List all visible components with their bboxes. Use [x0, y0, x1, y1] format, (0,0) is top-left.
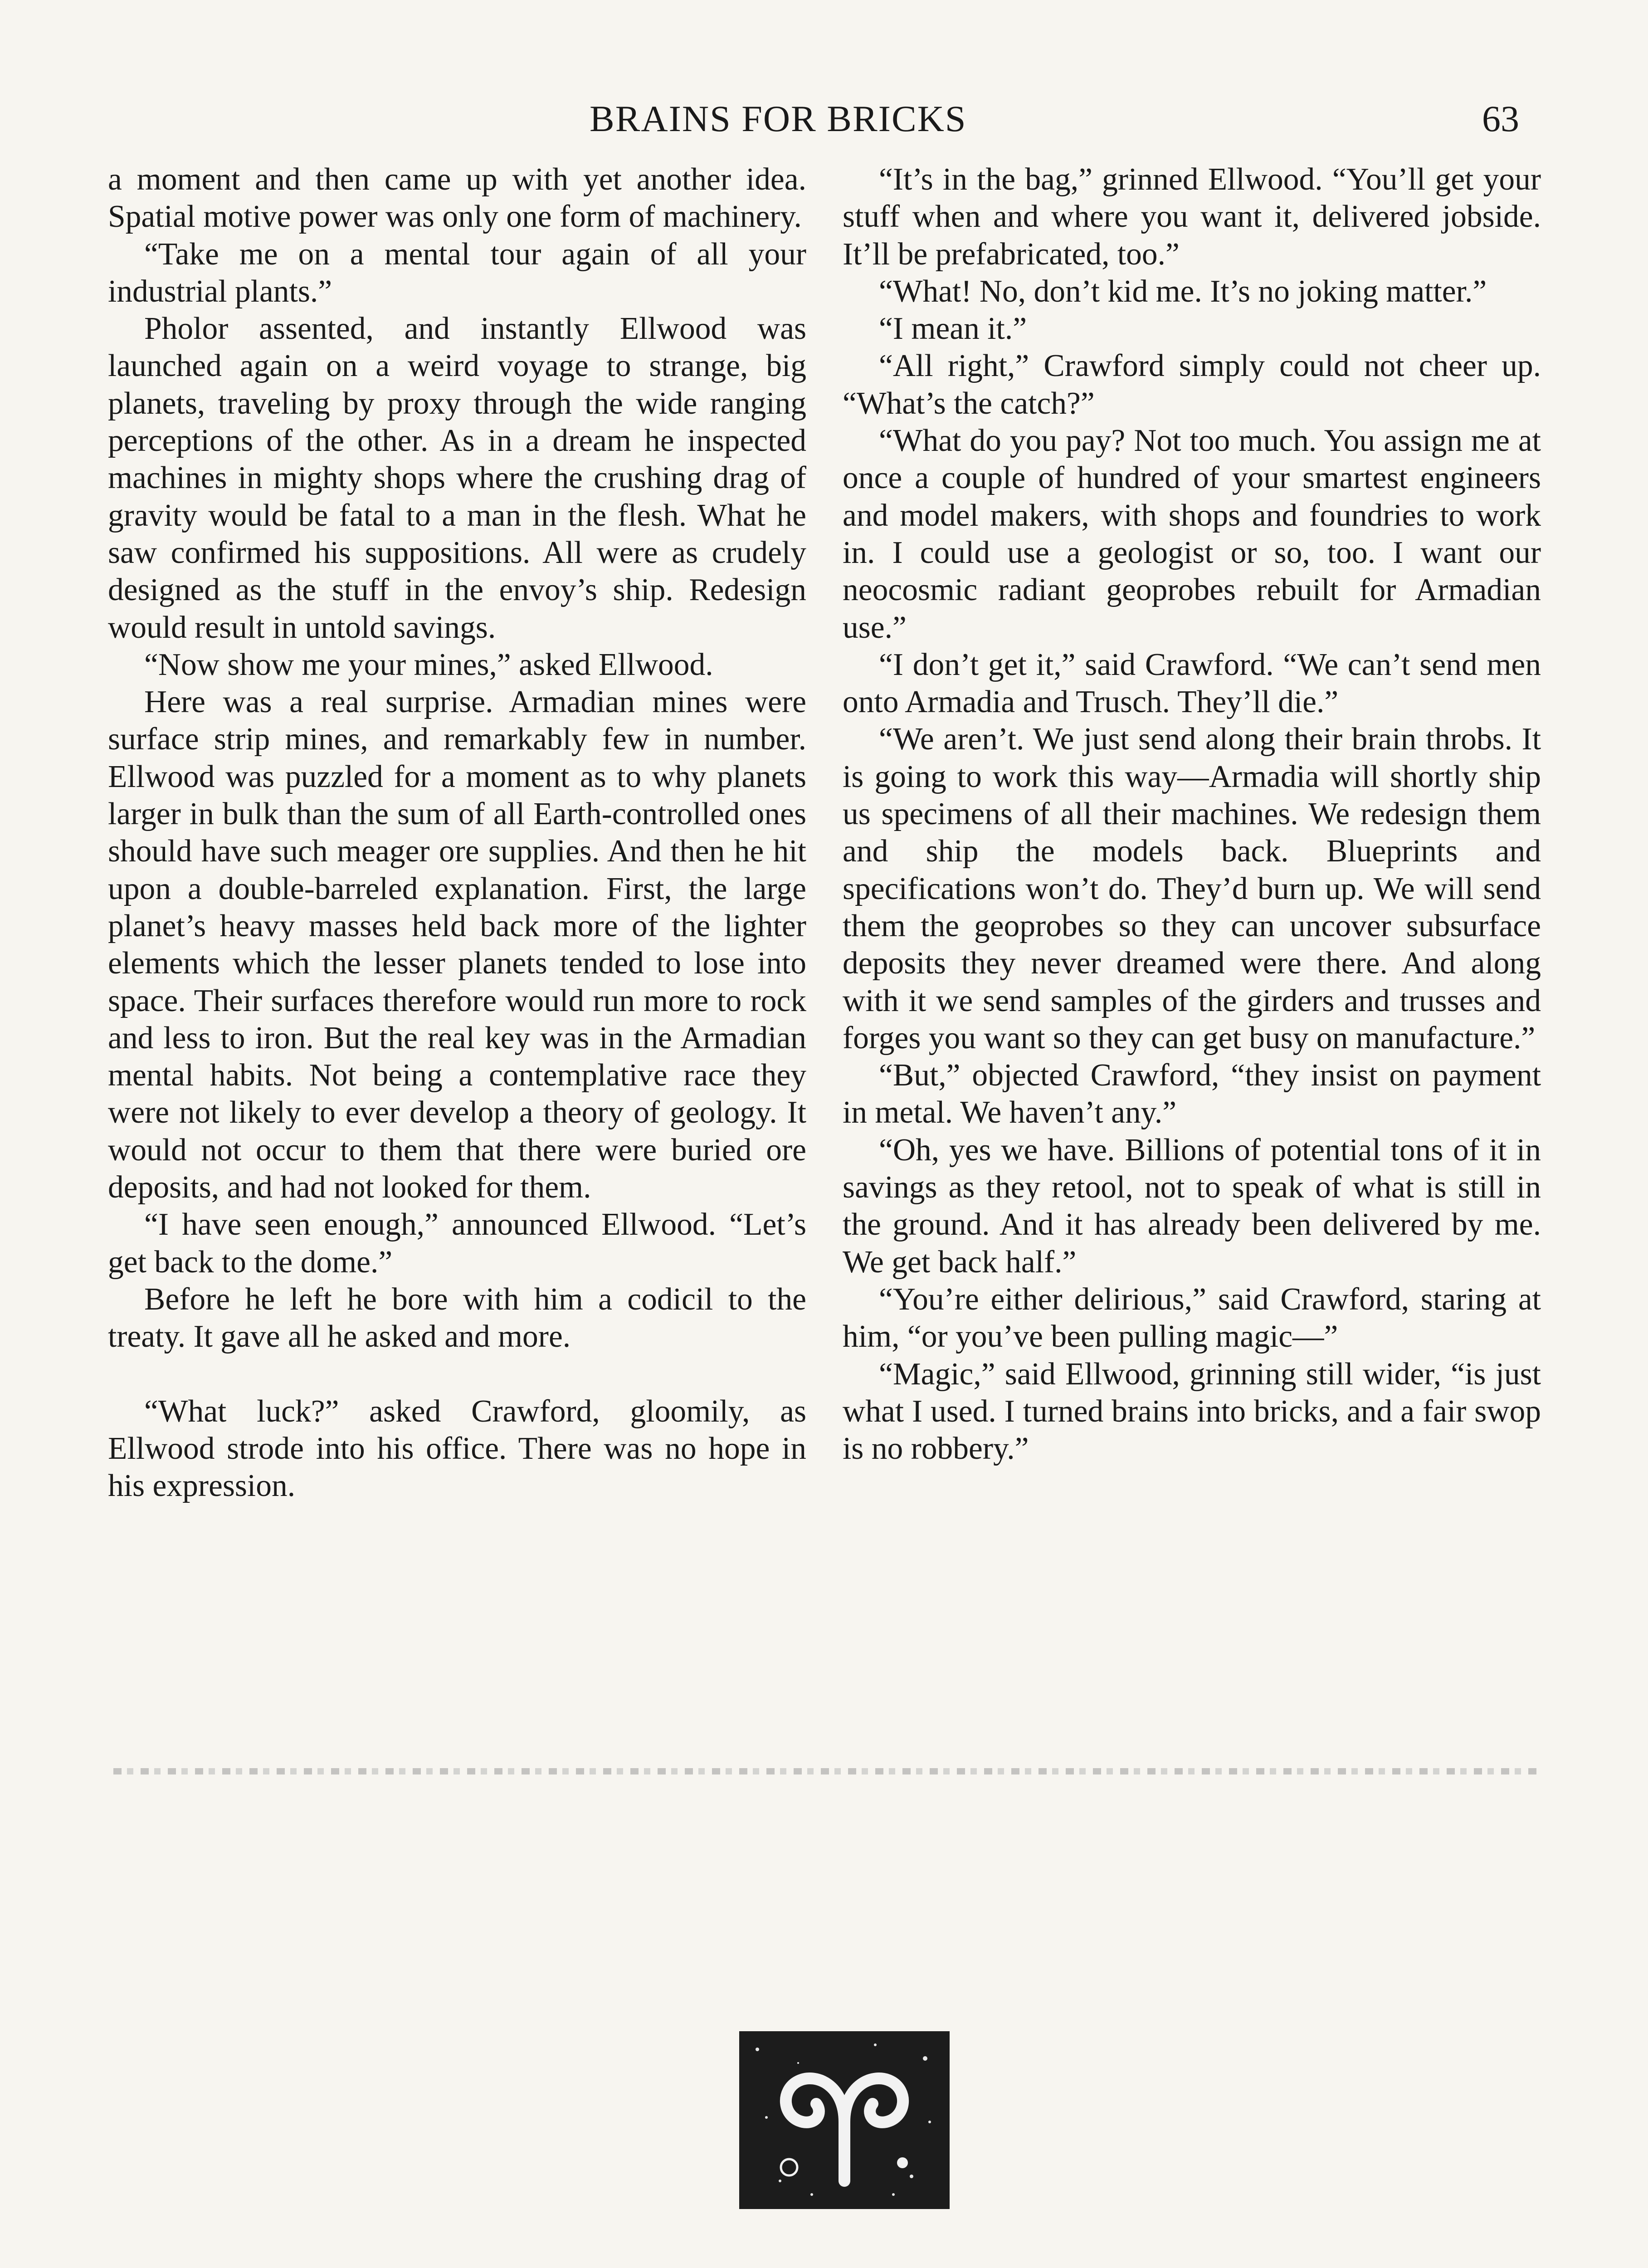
paragraph: “What! No, don’t kid me. It’s no joking matter.” [879, 274, 1487, 309]
paragraph: Pholor assented, and instantly Ellwood was launched again on a weird voyage to strange, big planets, traveling by proxy through the wide ranging perceptions of the other. As in a dream he inspected machines in mighty shops where the crushing drag of gravity would be fatal to a man in the flesh. What he saw confirmed his suppositions. All were as crudely designed as the stuff in the envoy’s ship. Redesign would result in untold savings. [108, 311, 806, 645]
paragraph: “I have seen enough,” announced Ellwood. “Let’s get back to the dome.” [108, 1207, 806, 1280]
left-column [108, 161, 806, 1505]
running-header [0, 98, 1648, 147]
paragraph: “Take me on a mental tour again of all your industrial plants.” [108, 236, 806, 309]
paragraph: Before he left he bore with him a codicil to the treaty. It gave all he asked and more. [108, 1281, 806, 1354]
paragraph: “I mean it.” [879, 311, 1027, 347]
running-title: BRAINS FOR BRICKS [590, 98, 967, 139]
paragraph: “We aren’t. We just send along their brain throbs. It is going to work this way—Armadia will shortly ship us specimens of all their machines. We redesign them and ship the models back. Blueprints and specifications won’t do. They’d burn up. We will send them the geoprobes so they can uncover subsurface deposits they never dreamed were there. And along with it we send samples of the girders and trusses and forges you want so they can get busy on manufacture.” [843, 722, 1541, 1056]
paragraph: “What luck?” asked Crawford, gloomily, as Ellwood strode into his office. There was no hope in his expression. [108, 1393, 806, 1504]
paragraph: “All right,” Crawford simply could not cheer up. “What’s the catch?” [843, 348, 1541, 421]
paragraph: Here was a real surprise. Armadian mines were surface strip mines, and remarkably few in number. Ellwood was puzzled for a moment as to why planets larger in bulk than the sum of all Earth-controlled ones should have such meager ore supplies. And then he hit upon a double-barreled explanation. First, the large planet’s heavy masses held back more of the lighter elements which the lesser planets tended to lose into space. Their surfaces therefore would run more to rock and less to iron. But the real key was in the Armadian mental habits. Not being a contemplative race they were not likely to ever develop a theory of geology. It would not occur to them that there were buried ore deposits, and had not looked for them. [108, 684, 806, 1205]
paragraph: “It’s in the bag,” grinned Ellwood. “You’ll get your stuff when and where you want it, delivered jobside. It’ll be prefabricated, too.” [843, 162, 1541, 272]
paragraph: “Magic,” said Ellwood, grinning still wider, “is just what I used. I turned brains into bricks, and a fair swop is no robbery.” [843, 1356, 1541, 1466]
right-column [843, 161, 1541, 1467]
aries-ram-horns-icon [739, 2031, 950, 2209]
paragraph: “Now show me your mines,” asked Ellwood. [144, 647, 713, 682]
paragraph: “I don’t get it,” said Crawford. “We can’t send men onto Armadia and Trusch. They’ll die.” [843, 647, 1541, 720]
paragraph: “You’re either delirious,” said Crawford, staring at him, “or you’ve been pulling magic—” [843, 1281, 1541, 1354]
paragraph: “Oh, yes we have. Billions of potential tons of it in savings as they retool, not to speak of what is still in the ground. And it has already been delivered by me. We get back half.” [843, 1132, 1541, 1280]
section-divider [113, 1768, 1537, 1774]
paragraph: “But,” objected Crawford, “they insist on payment in metal. We haven’t any.” [843, 1058, 1541, 1130]
paragraph: a moment and then came up with yet another idea. Spatial motive power was only one form of machinery. [108, 162, 806, 235]
paragraph: “What do you pay? Not too much. You assign me at once a couple of hundred of your smartest engineers and model makers, with shops and foundries to work in. I could use a geologist or so, too. I want our neocosmic radiant geoprobes rebuilt for Armadian use.” [843, 423, 1541, 645]
page-number: 63 [1482, 98, 1519, 139]
